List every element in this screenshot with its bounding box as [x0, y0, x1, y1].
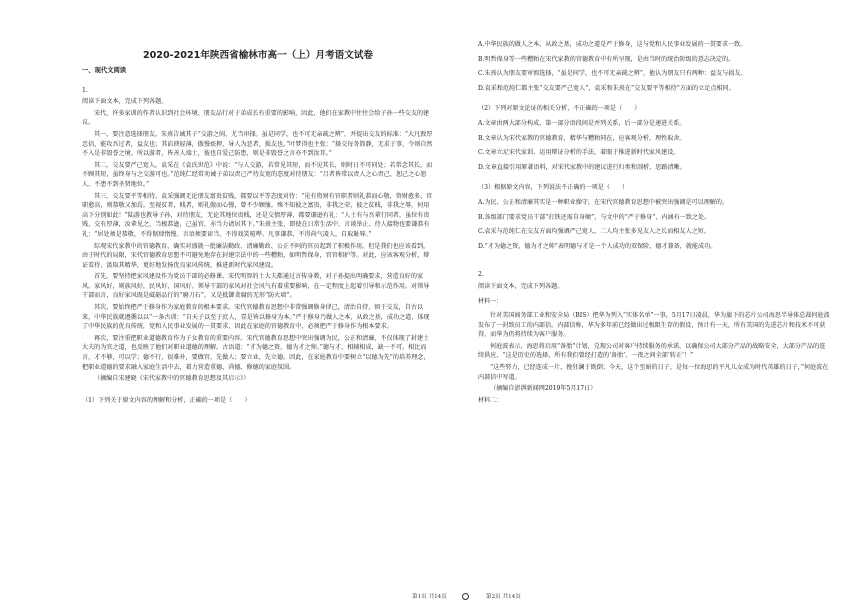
page-number-right: 第2页 共14页 — [486, 594, 521, 600]
answer-option: B.各级部门要求党员干部“打铁还需自身硬”，与文中的“严于修身”，内涵有一致之处。 — [478, 213, 711, 221]
page-separator-icon — [462, 593, 469, 600]
question-number: 2. — [478, 271, 484, 279]
answer-option: D.袁采和范纯仁都主张“交友要严己宽人”，袁采和朱熹在“交友要平等相待”方面的立足点相同。 — [478, 84, 735, 92]
material-label: 材料二： — [478, 396, 503, 404]
answer-option: C.袁采与范纯仁在交友方面均强调严己宽人，二人均主张多见友人之长而相友人之短。 — [478, 228, 710, 236]
answer-option: C.文章立足宋代家训，运用辩证分析的手法，着眼于推进新时代家风建设。 — [478, 149, 680, 157]
passage-paragraph: 综观宋代家教中的官德教育，确实对盛就一批廉洁勤政、清廉勤政、公正不阿的官员起到了积极作用。但是我们也应该看到，由于时代的局限，宋代官德教育思想不可避免地存在封建宗法中的一些糟粕，如明哲保身，官官相护等。对此，应该客观分析，辩证看待，汲取其精华，更好地发扬优良家风传统，推进新时代家风建设。 — [82, 242, 430, 269]
passage-paragraph: 其次，要始终把严于修身作为家庭教育的根本要求。宋代官德教育思想中非常强调修身律己，清治自持，慎于交友，自古以来，中华民族就遵循以以“一条古训：“自天子以至于庶人，壹是皆以修身为本。”严于修身乃做人之本，从政之基，成功之道，体现了中华民族的优良传统，党和人民事业发展的一贯要求，因此在家庭的官德教育中，必须把严于修身作为根本要求。 — [82, 304, 430, 331]
passage-paragraph: 其三，交友要平等相待。袁采强调无论朋友富贵贫贱，都要以平等态度对待：“见有资财有官职者则礼恭而心敬，资财愈多，官职愈高，则恭敬又加焉。至视贫者，贱者，则礼傲而心慢，曾不少顾恤。殊不知彼之富贵，非我之荣，彼之贫贱，非我之辱，何用高下分别如此！”陆游也教导子孙，对待朋友，无论其地位贵贱，还是交情厚薄，都要谦逊有礼：“人士有与吾辈行同者，虽位有贵贱，交有厚薄，汝辈见之，当极恭逊，己虽官，亦当力请居其下。”朱熹主张，即使在日常生活中，言谈举止、待人接物也要谦恭有礼：“居处须是恭敬，不得倨肆惰慢。言语须要谛当，不得戏笑喧哗。凡事谦恭，不得尚气凌人，自取耻辱。” — [82, 192, 433, 238]
section-heading: 一、现代文阅读 — [82, 67, 127, 74]
sub-question: （1）下列关于原文内容的理解和分析，正确的一项是（ ） — [82, 396, 251, 404]
question-instruction: 阅读下面文本，完成下列各题。 — [82, 98, 168, 106]
right-page — [478, 40, 830, 410]
answer-option: C.朱熹认为朋友要审慎选择，“虽是同学，也不可无亲疏之辨”，他认为朋友只有两种：益友与损友。 — [478, 70, 747, 78]
passage-source: （摘编自宋建晓《宋代家教中的官德教育思想及其启示》） — [94, 375, 250, 383]
question-number: 1. — [82, 86, 88, 94]
passage-paragraph: 宋代，许多家训的作者认识到社会环境、朋友品行对于弟成长有重要的影响，因此，他们在家教中往往会给子孙一些交友的建议。 — [82, 109, 430, 127]
sub-question: （3）根据原文内容，下列说法不正确的一项是（ ） — [478, 184, 629, 192]
answer-option: A.为民、公正和清廉其实是一种职业操守，在宋代官德教育思想中被突出强调是可以理解的。 — [478, 198, 729, 206]
answer-option: A.文章由两大部分构成，第一部分语段间是并列关系，后一部分是递进关系。 — [478, 119, 686, 127]
answer-option: D.“才为德之资，德为才之帅”表明德与才是一个人成功的双保险，德才兼备，就能成功。 — [478, 242, 717, 250]
page-number-left: 第1页 共14页 — [412, 594, 447, 600]
material-source: （摘编自澎湃新闻网2019年5月17日） — [490, 385, 597, 393]
answer-option: A.中华民族的做人之本，从政之基，成功之道是严于修身，这与党和人民事业发展的一贯要求一致。 — [478, 41, 747, 48]
material-paragraph: 针对美国商务部工业和安全局（BIS）把华为列入“实体名单”一事，5月17日凌晨，华为旗下的芯片公司海思半导体总裁何庭波发布了一封致员工的内部信。内部信称，华为多年前已经做出过极限生存的假设，预计有一天，所有美国的先进芯片和技术不可获得，而华为仍将持续为客户服务。 — [478, 312, 830, 339]
passage-paragraph: 首先，要坚持把家风建设作为党员干部的必修课。宋代明智的士大夫都通过言传身教，对子孙提出明确要求，营造良好的家风。家风好，则族风好，民风好，国风好。领导干部的家风对社会风气有着重要影响，在一定程度上起着引导和示范作用。对领导干部而言，良好家风既是砥砺品行的“磨刀石”，又是抵御贪腐的无形“防火墙”。 — [82, 273, 430, 300]
answer-option: B.明哲保身等一些糟粕在宋代家教的官德教育中有所呈现，是由当时的统治阶级的意志决定的。 — [478, 55, 735, 63]
sub-question: （2）下列对原文论证的相关分析，不正确的一项是（ ） — [478, 105, 641, 113]
left-page — [82, 40, 434, 407]
passage-paragraph: 再次，要注重把职业道德教育作为子女教育的重要内容。宋代官德教育思想中突出强调为民，公正和清廉，不仅体现了封建士大夫的为官之道，也反映了他们对职业道德的理解。古语道：“才为德之资，德为才之帅。”德与才，相辅相成，缺一不可。相比而言，才不够，可以学；德不行，很难补，要做官，先做人；要立业，先立德。因此，在家庭教育中要树立“以德为先”的培养理念，把职业道德的要求融入家庭生活中去，着力营造重德、尚德、修德的家庭氛围。 — [82, 334, 430, 371]
passage-paragraph: 其二，交友要严己宽人。袁采在《袁氏世范》中说：“与人交游，若常见其短，而不见其长，则时日不可同处；若常念其长，而不顾其短，虽终身与之交游可也。”范纯仁经常劝诫子弟以责己严待友宽的态度对待朋友：“吕者皆常以责人之心责己，恕己之心恕人，不患不到圣贤地位。” — [82, 161, 433, 188]
answer-option: D.文章直接引用原著语料，对宋代家教中的建议进行归类和剖析，思路清晰。 — [478, 163, 686, 171]
material-paragraph: 何庭波表示，海思将启用“备胎”计划，兑现公司对客户持续服务的承诺，以确保公司大部分产品的战略安全，大部分产品的连续供应，“这是历史的选择，所有我们曾经打造的‘备胎’，一夜之间全部‘转正’！” — [478, 342, 826, 360]
question-instruction: 阅读下面文本，完成下列各题。 — [478, 282, 564, 290]
material-paragraph: “这些努力，已经连成一片，挽狂澜于既倒；今天，这个至暗的日子，是每一位海思的平凡儿女成为时代英雄的日子，”何庭波在内部信中写道。 — [478, 364, 829, 381]
answer-option: B.文章认为宋代家教的官德教育，精华与糟粕同在，应客观分析，理性取舍。 — [478, 134, 686, 142]
passage-paragraph: 其一，要注意选择朋友。朱熹告诫其子“交游之间，尤当审择。虽是同学，也不可无亲疏之辨”，并提出交友的标准：“大凡敦厚忠信，能攻吾过者，益友也；其谄谀轻薄，傲慢亵狎，导人为恶者，损友也。”叶梦得也主张：“择交每务简静，无求于事，令则自然不入是非毁誉之境。所以游者，皆善人端士，彼也自爱己防患，则是非毁誉之言亦不到汝耳。” — [82, 130, 433, 158]
page-title: 2020-2021年陕西省榆林市高一（上）月考语文试卷 — [142, 50, 374, 61]
material-label: 材料一： — [478, 297, 503, 305]
